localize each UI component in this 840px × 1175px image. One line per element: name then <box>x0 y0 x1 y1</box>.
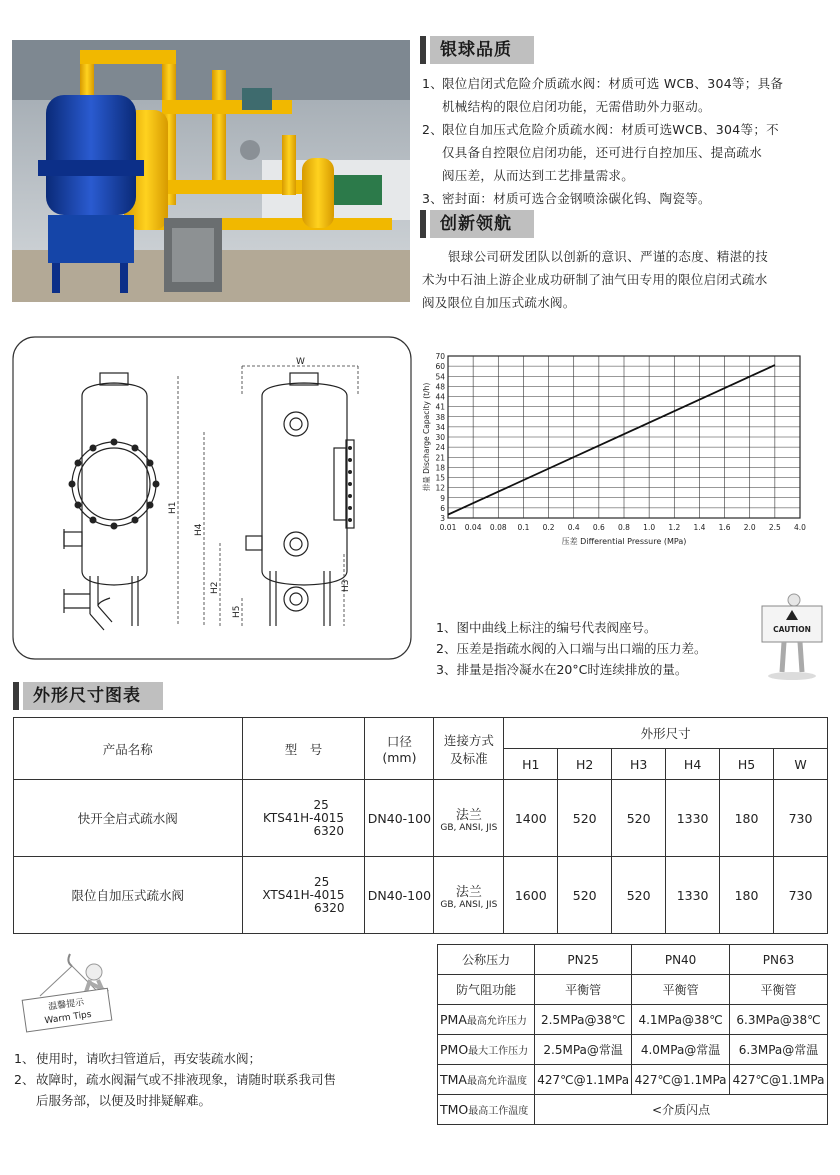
bore-value: DN40-100 <box>365 780 434 857</box>
sign-text-en: Warm Tips <box>44 1009 93 1027</box>
table-row <box>438 1095 828 1125</box>
model-code: XTS41H- 25 40 63 15 20 <box>242 857 365 934</box>
x-tick-label: 0.8 <box>618 523 630 532</box>
connection: 法兰 GB, ANSI, JIS <box>434 780 504 857</box>
header-name: 产品名称 <box>14 718 243 780</box>
cell: 2.5MPa@常温 <box>535 1035 632 1065</box>
dim-label-w: W <box>296 357 305 367</box>
x-tick-label: 2.5 <box>768 523 781 532</box>
x-tick-label: 2.0 <box>743 523 756 532</box>
warm-tips <box>14 1048 336 1111</box>
paragraph-line: 阀及限位自加压式疏水阀。 <box>422 295 576 310</box>
y-tick-label: 15 <box>435 473 445 483</box>
section-header-innovation <box>420 210 534 238</box>
y-tick-label: 60 <box>435 362 445 372</box>
cell: 427℃@1.1MPa <box>730 1065 828 1095</box>
x-tick-label: 0.08 <box>489 523 507 532</box>
value-h1: 1400 <box>504 780 558 857</box>
dimension-drawing <box>12 336 412 660</box>
product-name: 快开全启式疏水阀 <box>14 780 243 857</box>
value-h2: 520 <box>558 780 612 857</box>
connection: 法兰 GB, ANSI, JIS <box>434 857 504 934</box>
tip-item: 后服务部，以便及时排疑解难。 <box>36 1093 212 1108</box>
row-label: TMA最高允许温度 <box>438 1065 535 1095</box>
cell: 防气阻功能 <box>438 975 535 1005</box>
pressure-table <box>437 944 828 1125</box>
col-h3: H3 <box>612 749 666 780</box>
row-label: TMO最高工作温度 <box>438 1095 535 1125</box>
product-photo <box>12 40 410 302</box>
row-label: PMA最高允许压力 <box>438 1005 535 1035</box>
note-item: 3、排量是指冷凝水在20°C时连续排放的量。 <box>436 662 688 677</box>
col-h1: H1 <box>504 749 558 780</box>
bore-value: DN40-100 <box>365 857 434 934</box>
y-tick-label: 41 <box>435 402 445 412</box>
list-item <box>422 118 830 141</box>
model-code: KTS41H- 25 40 63 15 20 <box>242 780 365 857</box>
item-text: 密封面：材质可选合金钢喷涂碳化钨、陶瓷等。 <box>442 191 711 206</box>
x-tick-label: 0.2 <box>542 523 555 532</box>
item-number: 1、 <box>422 76 444 91</box>
y-tick-label: 12 <box>435 483 445 493</box>
chart-notes <box>436 617 706 680</box>
col-w: W <box>774 749 828 780</box>
cell: 4.0MPa@常温 <box>632 1035 730 1065</box>
col-h5: H5 <box>720 749 774 780</box>
col-h4: H4 <box>666 749 720 780</box>
dim-label-h4: H4 <box>194 523 204 536</box>
warm-tips-sign-icon <box>20 952 130 1034</box>
cell: 427℃@1.1MPa <box>535 1065 632 1095</box>
dim-label-h2: H2 <box>210 581 220 594</box>
cell: 公称压力 <box>438 945 535 975</box>
section-title: 外形尺寸图表 <box>23 682 163 710</box>
table-row <box>14 780 828 857</box>
value-w: 730 <box>774 780 828 857</box>
col-h2: H2 <box>558 749 612 780</box>
item-text: 阀压差，从而达到工艺排量需求。 <box>442 168 635 183</box>
y-axis-label: 排量 Discharge Capacity (t/h) <box>422 382 431 492</box>
quality-list <box>422 72 830 210</box>
item-number: 3、 <box>422 191 444 206</box>
list-item-cont <box>422 164 830 187</box>
y-tick-label: 30 <box>435 433 445 442</box>
table-row <box>438 945 828 975</box>
value-h5: 180 <box>720 780 774 857</box>
cell: 6.3MPa@38℃ <box>730 1005 828 1035</box>
list-item <box>422 72 830 95</box>
y-tick-label: 6 <box>440 503 445 513</box>
list-item <box>422 187 830 210</box>
header-dims: 外形尺寸 <box>504 718 828 749</box>
x-tick-label: 1.0 <box>643 523 656 532</box>
tip-item: 2、 故障时，疏水阀漏气或不排液现象，请随时联系我司售 <box>14 1072 337 1087</box>
series-line <box>448 365 775 515</box>
x-tick-label: 0.4 <box>567 523 580 532</box>
dim-label-h1: H1 <box>168 501 178 514</box>
item-text: 限位自加压式危险介质疏水阀：材质可选WCB、304等；不 <box>442 122 779 137</box>
x-tick-label: 1.6 <box>718 523 731 532</box>
x-tick-label: 0.1 <box>517 523 530 532</box>
value-h3: 520 <box>612 857 666 934</box>
y-tick-label: 70 <box>435 352 445 361</box>
value-w: 730 <box>774 857 828 934</box>
header-model: 型 号 <box>242 718 365 780</box>
list-item-cont <box>422 141 830 164</box>
dimensions-table <box>13 717 828 934</box>
cell: 4.1MPa@38℃ <box>632 1005 730 1035</box>
cell: 平衡管 <box>730 975 828 1005</box>
note-item: 1、图中曲线上标注的编号代表阀座号。 <box>436 620 657 635</box>
item-number: 2、 <box>422 122 444 137</box>
value-h4: 1330 <box>666 780 720 857</box>
cell: PN40 <box>632 945 730 975</box>
innovation-text <box>422 245 830 314</box>
cell: 平衡管 <box>535 975 632 1005</box>
x-tick-label: 0.6 <box>592 523 605 532</box>
value-h1: 1600 <box>504 857 558 934</box>
item-text: 仅具备自控限位启闭功能，还可进行自控加压、提高疏水 <box>442 145 763 160</box>
table-row <box>438 1065 828 1095</box>
section-title: 银球品质 <box>430 36 534 64</box>
list-item-cont <box>422 95 830 118</box>
cell: 平衡管 <box>632 975 730 1005</box>
y-tick-label: 3 <box>440 514 445 523</box>
section-title: 创新领航 <box>430 210 534 238</box>
tip-item: 1、 使用时，请吹扫管道后，再安装疏水阀； <box>14 1051 262 1066</box>
y-tick-label: 44 <box>435 392 445 402</box>
discharge-chart <box>424 348 829 548</box>
item-text: 限位启闭式危险介质疏水阀：材质可选 WCB、304等；具备 <box>442 76 784 91</box>
y-tick-label: 24 <box>435 443 445 453</box>
header-bore: 口径 (mm) <box>365 718 434 780</box>
note-item: 2、压差是指疏水阀的入口端与出口端的压力差。 <box>436 641 707 656</box>
y-tick-label: 21 <box>435 453 445 463</box>
cell: 427℃@1.1MPa <box>632 1065 730 1095</box>
dim-label-h5: H5 <box>232 605 242 618</box>
value-h2: 520 <box>558 857 612 934</box>
y-tick-label: 54 <box>435 372 445 382</box>
x-axis-label: 压差 Differential Pressure (MPa) <box>561 537 687 546</box>
caution-text: CAUTION <box>773 625 811 634</box>
x-tick-label: 0.01 <box>439 523 457 532</box>
x-tick-label: 0.04 <box>464 523 482 532</box>
y-tick-label: 48 <box>435 382 445 392</box>
section-header-dimensions <box>13 682 163 710</box>
y-tick-label: 18 <box>435 463 445 473</box>
y-tick-label: 38 <box>435 412 445 422</box>
sign-text-cn: 温馨提示 <box>47 997 85 1013</box>
x-tick-label: 1.2 <box>668 523 681 532</box>
y-tick-label: 9 <box>440 493 445 503</box>
cell: 2.5MPa@38℃ <box>535 1005 632 1035</box>
cell: PN63 <box>730 945 828 975</box>
cell: 6.3MPa@常温 <box>730 1035 828 1065</box>
x-tick-label: 4.0 <box>794 523 806 532</box>
y-tick-label: 34 <box>435 422 445 432</box>
paragraph-line: 术为中石油上游企业成功研制了油气田专用的限位启闭式疏水 <box>422 272 768 287</box>
value-h4: 1330 <box>666 857 720 934</box>
product-name: 限位自加压式疏水阀 <box>14 857 243 934</box>
table-row <box>438 1035 828 1065</box>
table-row <box>438 975 828 1005</box>
section-header-quality <box>420 36 534 64</box>
value-h5: 180 <box>720 857 774 934</box>
cell: PN25 <box>535 945 632 975</box>
dim-label-h3: H3 <box>341 579 351 592</box>
header-connection: 连接方式 及标准 <box>434 718 504 780</box>
x-tick-label: 1.4 <box>693 523 706 532</box>
paragraph-line: 银球公司研发团队以创新的意识、严谨的态度、精湛的技 <box>448 249 769 264</box>
caution-figure-icon <box>758 592 828 682</box>
item-text: 机械结构的限位启闭功能，无需借助外力驱动。 <box>442 99 711 114</box>
row-label: PMO最大工作压力 <box>438 1035 535 1065</box>
table-row <box>14 857 828 934</box>
table-row <box>438 1005 828 1035</box>
value-h3: 520 <box>612 780 666 857</box>
cell: <介质闪点 <box>535 1095 828 1125</box>
